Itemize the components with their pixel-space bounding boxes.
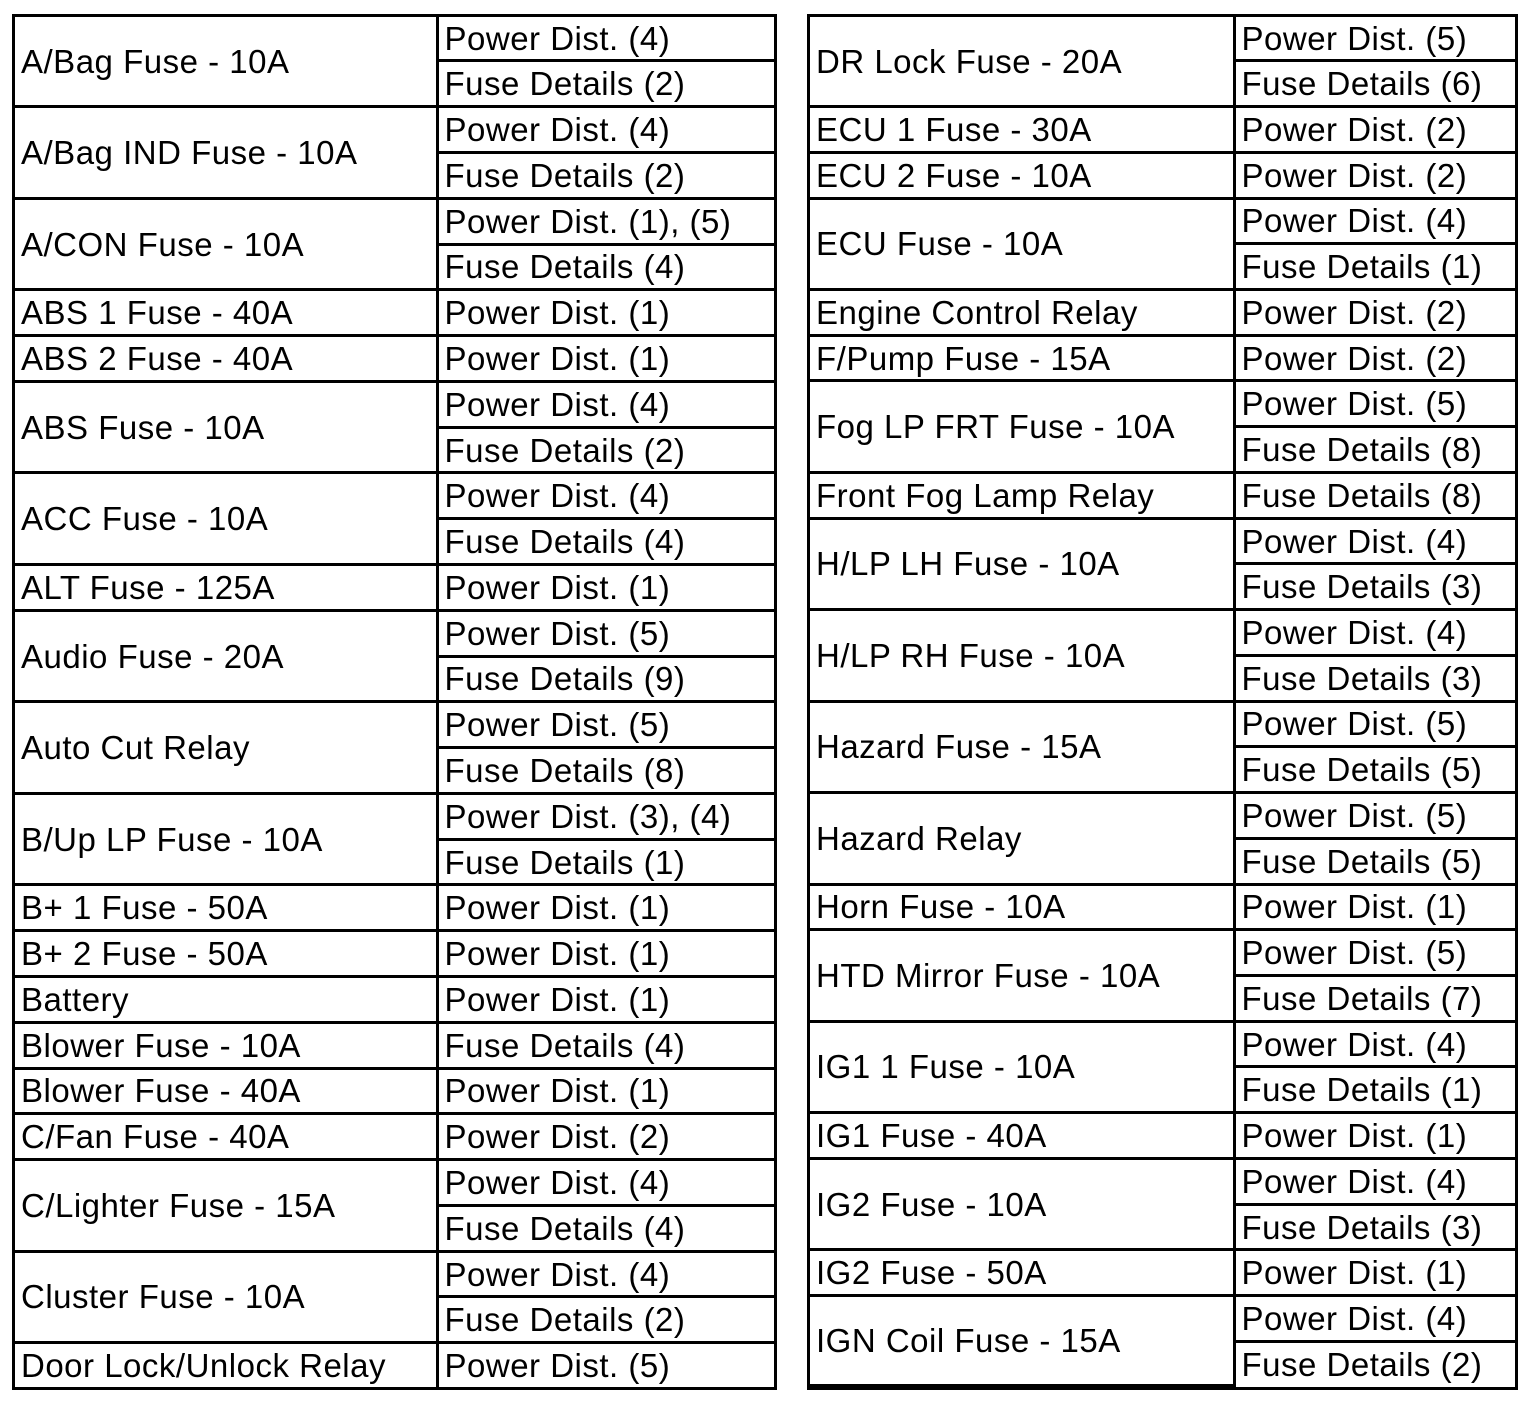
table-row	[810, 701, 1515, 747]
table-row	[810, 1250, 1515, 1296]
component-name-cell: Audio Fuse - 20A	[15, 610, 437, 702]
reference-cell: Fuse Details (2)	[437, 61, 774, 107]
reference-cell: Fuse Details (2)	[437, 1297, 774, 1343]
table-row	[15, 1068, 774, 1114]
component-name-cell: B+ 1 Fuse - 50A	[15, 885, 437, 931]
table-row	[810, 198, 1515, 244]
reference-cell: Power Dist. (1)	[437, 564, 774, 610]
table-row	[810, 793, 1515, 839]
component-name-cell: Blower Fuse - 40A	[15, 1068, 437, 1114]
reference-cell: Fuse Details (1)	[437, 839, 774, 885]
component-name-cell: DR Lock Fuse - 20A	[810, 17, 1234, 107]
component-name-cell: IG2 Fuse - 50A	[810, 1250, 1234, 1296]
component-name-cell: Cluster Fuse - 10A	[15, 1251, 437, 1343]
component-name-cell: Hazard Fuse - 15A	[810, 701, 1234, 792]
table-row	[15, 610, 774, 656]
table-row	[810, 381, 1515, 427]
reference-cell: Fuse Details (4)	[437, 1022, 774, 1068]
table-row	[810, 107, 1515, 153]
table-row	[15, 564, 774, 610]
reference-cell: Fuse Details (8)	[1234, 427, 1515, 473]
reference-cell: Fuse Details (2)	[437, 427, 774, 473]
reference-cell: Fuse Details (7)	[1234, 976, 1515, 1022]
reference-cell: Power Dist. (4)	[1234, 1296, 1515, 1342]
table-row	[810, 1296, 1515, 1342]
table-row	[810, 930, 1515, 976]
reference-cell: Power Dist. (2)	[437, 1114, 774, 1160]
table-row	[810, 152, 1515, 198]
reference-cell: Power Dist. (1)	[1234, 1113, 1515, 1159]
reference-cell: Fuse Details (4)	[437, 244, 774, 290]
table-row	[15, 381, 774, 427]
table-row	[15, 198, 774, 244]
table-row	[15, 17, 774, 61]
reference-cell: Power Dist. (5)	[437, 1343, 774, 1387]
reference-cell: Fuse Details (4)	[437, 519, 774, 565]
table-row	[810, 518, 1515, 564]
reference-cell: Fuse Details (5)	[1234, 747, 1515, 793]
table-row	[15, 1160, 774, 1206]
reference-cell: Power Dist. (4)	[1234, 198, 1515, 244]
reference-cell: Power Dist. (5)	[1234, 701, 1515, 747]
component-name-cell: B+ 2 Fuse - 50A	[15, 931, 437, 977]
fuse-index-column-left	[12, 14, 777, 1390]
component-name-cell: F/Pump Fuse - 15A	[810, 335, 1234, 381]
reference-cell: Power Dist. (1)	[437, 336, 774, 382]
reference-cell: Power Dist. (4)	[1234, 610, 1515, 656]
table-row	[810, 335, 1515, 381]
reference-cell: Fuse Details (6)	[1234, 61, 1515, 107]
reference-cell: Power Dist. (4)	[437, 17, 774, 61]
reference-cell: Power Dist. (3), (4)	[437, 793, 774, 839]
reference-cell: Power Dist. (1)	[437, 1068, 774, 1114]
fuse-index-table-left	[15, 17, 774, 1387]
reference-cell: Power Dist. (4)	[437, 1160, 774, 1206]
component-name-cell: B/Up LP Fuse - 10A	[15, 793, 437, 885]
table-row	[15, 290, 774, 336]
reference-cell: Power Dist. (4)	[1234, 1158, 1515, 1204]
reference-cell: Power Dist. (1)	[437, 290, 774, 336]
component-name-cell: H/LP LH Fuse - 10A	[810, 518, 1234, 609]
reference-cell: Fuse Details (5)	[1234, 838, 1515, 884]
component-name-cell: A/CON Fuse - 10A	[15, 198, 437, 290]
component-name-cell: IGN Coil Fuse - 15A	[810, 1296, 1234, 1386]
component-name-cell: Fog LP FRT Fuse - 10A	[810, 381, 1234, 472]
reference-cell: Power Dist. (1)	[1234, 1250, 1515, 1296]
reference-cell: Power Dist. (4)	[1234, 518, 1515, 564]
table-row	[810, 884, 1515, 930]
table-row	[15, 1343, 774, 1387]
table-row	[15, 793, 774, 839]
table-row	[15, 1114, 774, 1160]
reference-cell: Fuse Details (1)	[1234, 1067, 1515, 1113]
reference-cell: Fuse Details (8)	[1234, 472, 1515, 518]
component-name-cell: Blower Fuse - 10A	[15, 1022, 437, 1068]
reference-cell: Power Dist. (2)	[1234, 152, 1515, 198]
reference-cell: Power Dist. (1)	[437, 885, 774, 931]
component-name-cell: ABS 2 Fuse - 40A	[15, 336, 437, 382]
component-name-cell: H/LP RH Fuse - 10A	[810, 610, 1234, 701]
component-name-cell: ABS Fuse - 10A	[15, 381, 437, 473]
component-name-cell: Engine Control Relay	[810, 290, 1234, 336]
reference-cell: Power Dist. (4)	[437, 381, 774, 427]
reference-cell: Fuse Details (8)	[437, 748, 774, 794]
reference-cell: Fuse Details (1)	[1234, 244, 1515, 290]
reference-cell: Power Dist. (5)	[1234, 930, 1515, 976]
table-row	[15, 473, 774, 519]
component-name-cell: ACC Fuse - 10A	[15, 473, 437, 565]
component-name-cell: Front Fog Lamp Relay	[810, 472, 1234, 518]
component-name-cell: Horn Fuse - 10A	[810, 884, 1234, 930]
reference-cell: Fuse Details (3)	[1234, 564, 1515, 610]
table-row	[810, 1158, 1515, 1204]
table-row	[15, 931, 774, 977]
reference-cell: Power Dist. (4)	[437, 107, 774, 153]
component-name-cell: IG1 Fuse - 40A	[810, 1113, 1234, 1159]
reference-cell: Fuse Details (4)	[437, 1205, 774, 1251]
table-row	[15, 885, 774, 931]
component-name-cell: IG2 Fuse - 10A	[810, 1158, 1234, 1249]
reference-cell: Power Dist. (4)	[1234, 1021, 1515, 1067]
component-name-cell: A/Bag Fuse - 10A	[15, 17, 437, 107]
table-row	[810, 1113, 1515, 1159]
table-row	[810, 290, 1515, 336]
table-row	[810, 472, 1515, 518]
reference-cell: Fuse Details (2)	[437, 152, 774, 198]
component-name-cell: C/Lighter Fuse - 15A	[15, 1160, 437, 1252]
reference-cell: Power Dist. (5)	[1234, 381, 1515, 427]
fuse-index-column-right	[807, 14, 1518, 1390]
component-name-cell: IG1 1 Fuse - 10A	[810, 1021, 1234, 1112]
component-name-cell: Hazard Relay	[810, 793, 1234, 884]
table-row	[15, 1022, 774, 1068]
table-row	[15, 977, 774, 1023]
component-name-cell: HTD Mirror Fuse - 10A	[810, 930, 1234, 1021]
fuse-index-sheet	[12, 14, 1518, 1390]
component-name-cell: ECU Fuse - 10A	[810, 198, 1234, 289]
reference-cell: Power Dist. (1), (5)	[437, 198, 774, 244]
reference-cell: Power Dist. (1)	[437, 931, 774, 977]
reference-cell: Power Dist. (4)	[437, 473, 774, 519]
component-name-cell: A/Bag IND Fuse - 10A	[15, 107, 437, 199]
component-name-cell: Battery	[15, 977, 437, 1023]
reference-cell: Fuse Details (9)	[437, 656, 774, 702]
table-row	[15, 107, 774, 153]
component-name-cell: ALT Fuse - 125A	[15, 564, 437, 610]
reference-cell: Fuse Details (3)	[1234, 1204, 1515, 1250]
table-row	[15, 1251, 774, 1297]
reference-cell: Power Dist. (2)	[1234, 335, 1515, 381]
table-row	[810, 1021, 1515, 1067]
reference-cell: Power Dist. (5)	[437, 702, 774, 748]
fuse-index-table-right	[810, 17, 1515, 1387]
reference-cell: Power Dist. (4)	[437, 1251, 774, 1297]
component-name-cell: C/Fan Fuse - 40A	[15, 1114, 437, 1160]
table-row	[15, 336, 774, 382]
table-row	[810, 610, 1515, 656]
table-row	[810, 17, 1515, 61]
reference-cell: Power Dist. (5)	[1234, 17, 1515, 61]
reference-cell: Fuse Details (3)	[1234, 655, 1515, 701]
reference-cell: Power Dist. (2)	[1234, 290, 1515, 336]
component-name-cell: ABS 1 Fuse - 40A	[15, 290, 437, 336]
component-name-cell: Auto Cut Relay	[15, 702, 437, 794]
reference-cell: Fuse Details (2)	[1234, 1341, 1515, 1385]
component-name-cell: Door Lock/Unlock Relay	[15, 1343, 437, 1387]
reference-cell: Power Dist. (2)	[1234, 107, 1515, 153]
table-row	[15, 702, 774, 748]
reference-cell: Power Dist. (1)	[437, 977, 774, 1023]
reference-cell: Power Dist. (1)	[1234, 884, 1515, 930]
reference-cell: Power Dist. (5)	[1234, 793, 1515, 839]
reference-cell: Power Dist. (5)	[437, 610, 774, 656]
component-name-cell: ECU 1 Fuse - 30A	[810, 107, 1234, 153]
component-name-cell: ECU 2 Fuse - 10A	[810, 152, 1234, 198]
